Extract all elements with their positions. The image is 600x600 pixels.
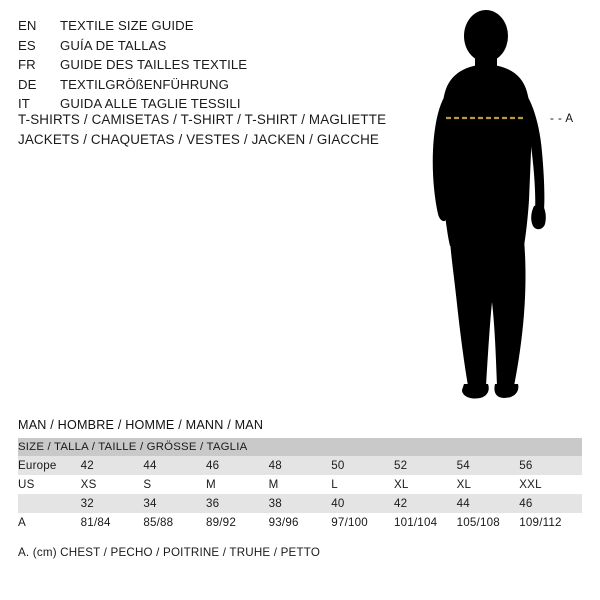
row-label: US [18,475,81,494]
language-text: GUÍA DE TALLAS [60,37,167,53]
row-cell: 40 [331,494,394,513]
row-cell: 81/84 [81,513,144,532]
table-row [18,494,582,513]
row-label: A [18,513,81,532]
language-row [18,16,398,36]
language-text: TEXTILGRÖßENFÜHRUNG [60,76,229,92]
language-row [18,36,398,56]
table-row [18,456,582,475]
row-cell: 109/112 [519,513,582,532]
language-code: IT [18,96,30,111]
language-text: GUIDE DES TAILLES TEXTILE [60,57,248,72]
chest-measure-letter: A [565,113,574,125]
row-cell: 36 [206,494,269,513]
row-label: Europe [18,456,81,475]
chest-measure-label [550,113,574,125]
table-header-row [18,438,582,456]
row-cell: M [206,475,269,494]
row-cell: 32 [81,494,144,513]
row-cell: 44 [143,456,206,475]
category-line-tshirts: T-SHIRTS / CAMISETAS / T-SHIRT / T-SHIRT / MAGLIETTE [18,112,387,127]
language-row [18,55,398,75]
language-code: FR [18,57,36,72]
row-cell: 85/88 [143,513,206,532]
row-cell: M [269,475,332,494]
table-header-label: SIZE / TALLA / TAILLE / GRÖSSE / TAGLIA [18,438,582,456]
chest-measure-dashes: - - [550,113,563,125]
language-list [18,16,398,114]
row-cell: XS [81,475,144,494]
row-cell: 93/96 [269,513,332,532]
table-title: MAN / HOMBRE / HOMME / MANN / MAN [18,418,264,432]
row-cell: 34 [143,494,206,513]
row-cell: L [331,475,394,494]
male-figure-illustration [400,10,600,410]
language-code: EN [18,18,37,33]
row-cell: XXL [519,475,582,494]
row-cell: 42 [81,456,144,475]
row-cell: 56 [519,456,582,475]
row-cell: 97/100 [331,513,394,532]
row-cell: 89/92 [206,513,269,532]
size-table-area [18,418,582,532]
row-cell: 42 [394,494,457,513]
row-cell: 48 [269,456,332,475]
row-cell: 101/104 [394,513,457,532]
row-cell: XL [394,475,457,494]
row-cell: XL [457,475,520,494]
table-row [18,513,582,532]
footnote: A. (cm) CHEST / PECHO / POITRINE / TRUHE / PETTO [18,546,321,559]
language-text: GUIDA ALLE TAGLIE TESSILI [60,96,241,111]
figure-svg [400,10,600,410]
category-line-jackets: JACKETS / CHAQUETAS / VESTES / JACKEN / GIACCHE [18,132,379,147]
table-row [18,475,582,494]
row-cell: 46 [519,494,582,513]
row-cell: S [143,475,206,494]
size-table [18,438,582,532]
language-code: DE [18,76,37,92]
row-cell: 105/108 [457,513,520,532]
row-label [18,494,81,513]
language-row [18,75,398,95]
row-cell: 52 [394,456,457,475]
row-cell: 44 [457,494,520,513]
row-cell: 50 [331,456,394,475]
row-cell: 46 [206,456,269,475]
category-list [18,110,418,150]
language-code: ES [18,37,36,53]
row-cell: 38 [269,494,332,513]
language-text: TEXTILE SIZE GUIDE [60,18,194,33]
row-cell: 54 [457,456,520,475]
